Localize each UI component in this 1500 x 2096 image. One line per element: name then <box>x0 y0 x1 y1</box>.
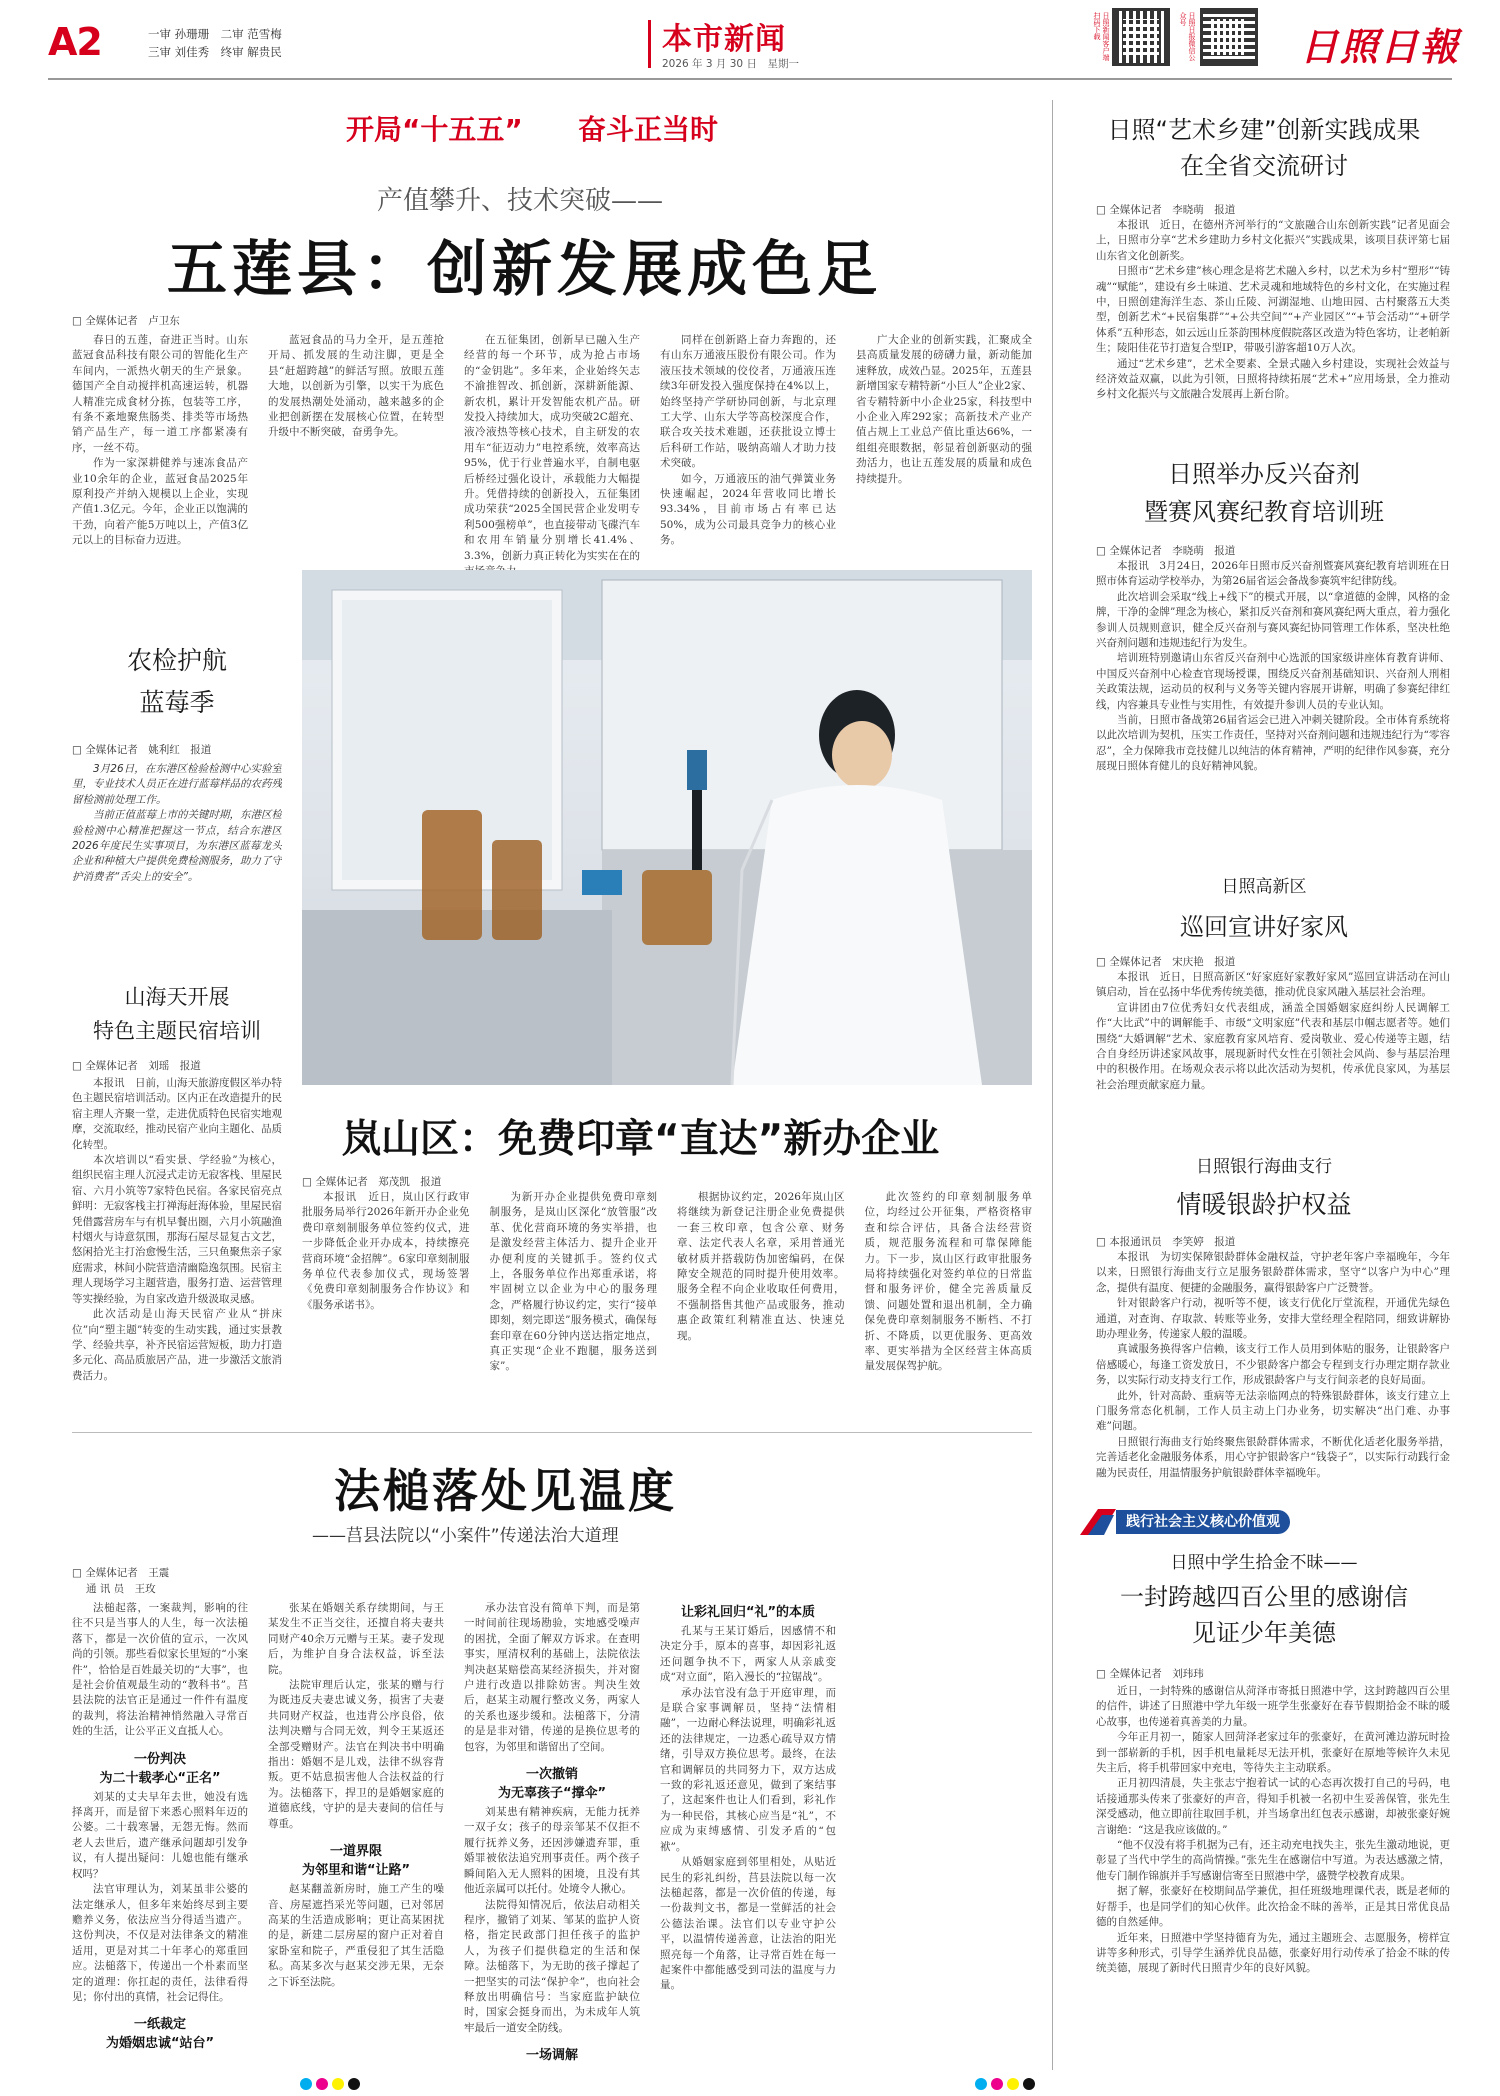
article-body <box>1096 1684 1450 2074</box>
theme-banner-left: 开局“十五五” <box>346 113 523 146</box>
section-title: 本市新闻 <box>662 22 786 57</box>
paragraph: 当前，日照市备战第26届省运会已进入冲刺关键阶段。全市体育系统将以此次培训为契机，压实工作责任，坚持对兴奋剂问题和违规违纪行为“零容忍”，全力保障我市竞技健儿以纯洁的体育精神，严明的纪律作风参赛，充分展现日照体育健儿的良好精神风貌。 <box>1096 714 1450 773</box>
article-body <box>72 762 282 885</box>
byline-text: 本报通讯员 李笑婷 报道 <box>1109 1236 1236 1248</box>
lab-scene-image <box>302 570 1032 1085</box>
section-divider <box>648 20 651 68</box>
article-headline <box>72 640 282 724</box>
byline: □ 本报通讯员 李笑婷 报道 <box>1096 1236 1236 1248</box>
paragraph: 据了解，张豪好在校期间品学兼优，担任班级地理课代表，既是老师的好帮手，也是同学们的知心伙伴。此次拾金不昧的善举，正是其日常优良品德的自然延伸。 <box>1096 1885 1450 1929</box>
headline-line: 在全省交流研讨 <box>1180 152 1348 180</box>
paragraph: 本报讯 为切实保障银龄群体金融权益，守护老年客户幸福晚年，今年以来，日照银行海曲支行立足服务银龄群体需求，坚守“以客户为中心”理念，提供有温度、便捷的金融服务，赢得银龄客户广泛赞誉。 <box>1096 1251 1450 1294</box>
article-kicker: 日照中学生拾金不昧—— <box>1170 1553 1358 1573</box>
column-divider <box>1052 100 1053 2070</box>
subhead: 一场调解 <box>525 2048 578 2064</box>
article-body <box>1096 970 1450 1150</box>
article-headline <box>1078 112 1450 184</box>
byline <box>86 1581 286 1596</box>
badge-label: 践行社会主义核心价值观 <box>1116 1510 1290 1534</box>
article-kicker: 产值攀升、技术突破—— <box>377 186 664 216</box>
paragraph: 本报讯 日前，山海天旅游度假区举办特色主题民宿培训活动。区内正在改造提升的民宿主理人齐聚一堂，走进优质特色民宿实地观摩，交流取经，推动民宿产业向主题化、品质化转型。 <box>72 1077 282 1151</box>
paragraph: 通过“艺术乡建”，艺术全要素、全景式融入乡村建设，实现社会效益与经济效益双赢，以此为引领，日照将持续拓展“艺术+”应用场景，全力推动乡村文化振兴与文旅融合发展再上新台阶。 <box>1096 357 1450 401</box>
article-lanshan <box>302 1108 1032 1408</box>
paragraph: 针对银龄客户行动，视听等不便，该支行优化厅堂流程，开通优先绿色通道，对查询、存取款、转账等业务，安排大堂经理全程陪同，细致讲解协助办理业务，传递家人般的温暖。 <box>1096 1297 1450 1341</box>
subhead: 一次撤销 <box>525 1767 578 1783</box>
paragraph: 本报讯 近日，在德州齐河举行的“文旅融合山东创新实践”记者见面会上，日照市分享“艺术乡建助力乡村文化振兴”实践成果，该项目获评第七届山东省文化创新奖。 <box>1096 219 1450 262</box>
paragraph: 培训班特别邀请山东省反兴奋剂中心选派的国家级讲座体育教育讲师、中国反兴奋剂中心检查官现场授课，围绕反兴奋剂基础知识、兴奋剂人刑相关政策法规，运动员的权利与义务等关键内容展开讲解，明确了参赛纪律红线，内容兼具专业性与实用性，有效提升参训人员的专业认知。 <box>1096 652 1450 711</box>
paragraph: 在五征集团，创新早已融入生产经营的每一个环节，成为抢占市场的“金钥匙”。多年来，企业始终矢志不渝推智改、抓创新，深耕新能源、新农机，累计开发智能农机产品。研发投入持续加大，成功突破2C超充、液冷液热等核心技术，自主研发的农用车“征迈动力”电控系统，效率高达95%，优于行业普遍水平，自制电驱后桥经过强化设计，承载能力大幅提升。凭借持续的创新投入，五征集团成功荣获“2025全国民营企业发明专利500强榜单”，也直接带动飞碟汽车和农用车销量分别增长41.4%、3.3%，创新力真正转化为实实在在的 <box>464 334 640 562</box>
paragraph: 根据协议约定，2026年岚山区将继续为新登记注册企业免费提供一套三枚印章，包含公章、财务章、法定代表人名章，采用普通光敏材质并搭载防伪加密编码，在保障安全规范的同时提升使用效率。服务全程不向企业收取任何费用，不强制搭售其他产品或服务，推动惠企政策红利精准直达、快速兑现。 <box>677 1191 845 1342</box>
editor-line-1: 一审 孙珊珊 二审 范雪梅 <box>148 27 282 41</box>
article-art-village <box>1078 112 1450 442</box>
byline-text: 全媒体记者 郑茂凯 报道 <box>315 1176 442 1188</box>
qr-code-icon <box>1112 8 1170 66</box>
paragraph: 为新开办企业提供免费印章刻制服务，是岚山区深化“放管服”改革、优化营商环境的务实举措，也是激发经营主体活力、提升企业开办便利度的关键抓手。签约仪式上，各服务单位作出郑重承诺，将牢固树立以企业为中心的服务理念，严格履行协议约定，实行“接单即刻，刻完即送”服务模式，确保每套印章在60分钟内送达指定地点，真正实现“企业不跑腿，服务送到家”。 <box>489 1191 657 1373</box>
subhead: 为邻里和谐“让路” <box>301 1863 411 1879</box>
byline: □ 全媒体记者 刘玮玮 <box>1096 1668 1204 1680</box>
color-registration-marks <box>300 2075 420 2089</box>
paragraph: 刘某的丈夫早年去世，她没有选择离开，而是留下来悉心照料年迈的公婆。二十载寒暑，无怨无悔。然而老人去世后，遗产继承问题却引发争议，有人提出疑问：儿媳也能有继承权吗？ <box>72 1790 248 1880</box>
masthead-rule <box>48 78 1452 80</box>
article-headline <box>72 980 282 1048</box>
article-headline: 情暖银龄护权益 <box>1176 1190 1352 1219</box>
paragraph: 法官审理认为，刘某虽非公婆的法定继承人，但多年来始终尽到主要赡养义务，依法应当分得适当遗产。这份判决，不仅是对法律条文的精准适用，更是对其二十年孝心的郑重回应。法槌落下，传递出一个朴素而坚定的道理：你扛起的责任，法律看得见；你付出的真情，社会记得住。 <box>72 1883 248 2003</box>
paragraph: 日照市“艺术乡建”核心理念是将艺术融入乡村，以艺术为乡村“塑形”“铸魂”“赋能”，建设有乡土味道、艺术灵魂和地域特色的乡村文化，在实施过程中，日照创建海洋生态、茶山丘陵、河湖湿地、山地田园、古村聚落五大类型，创新艺术“+民宿集群”“+公共空间”“+产业园区”“+节会活动”“+研学体系”五种形态，如云远山丘茶韵围林度假院落区改造为特色客坊，让老帕新生；陵阳佳花节打造复合型IP，带吸引游客超10万人次。 <box>1096 265 1450 355</box>
paragraph: 当前正值蓝莓上市的关键时期，东港区检验检测中心精准把握这一节点，结合东港区2026年度民生实事项目，为东港区蓝莓龙头企业和种植大户提供免费检测服务，助力了守护消费者“舌尖上的安全”。 <box>72 809 282 883</box>
qr-code-icon <box>1200 8 1258 66</box>
article-headline <box>1078 455 1450 531</box>
subhead: 一道界限 <box>329 1844 382 1860</box>
paragraph: 本报讯 近日，日照高新区“好家庭好家教好家风”巡回宣讲活动在河山镇启动，旨在弘扬中华优秀传统美德，推动优良家风融入基层社会治理。 <box>1096 971 1450 999</box>
theme-banner-right: 奋斗正当时 <box>578 113 719 146</box>
article-kicker: 日照高新区 <box>1221 877 1307 897</box>
byline-text: 全媒体记者 卢卫东 <box>85 315 180 327</box>
subhead: 为婚姻忠诚“站台” <box>105 2036 215 2052</box>
byline-text: 全媒体记者 姚利红 报道 <box>85 744 212 756</box>
article-body <box>1096 218 1450 442</box>
lab-photo <box>302 570 1032 1085</box>
byline: □ 全媒体记者 李晓萌 报道 <box>1096 545 1236 557</box>
paragraph: 3月26日，在东港区检验检测中心实验室里，专业技术人员正在进行蓝莓样品的农药残留检测前处理工作。 <box>72 763 282 806</box>
paragraph: 本报讯 近日，岚山区行政审批服务局举行2026年新开办企业免费印章刻制服务单位签约仪式，进一步降低企业开办成本，持续擦亮营商环境“金招牌”。6家印章刻制服务单位代表参加仪式，现场签署《免费印章刻制服务合作协议》和《服务承诺书》。 <box>302 1191 470 1311</box>
badge-logo-icon <box>1078 1505 1118 1539</box>
article-wulian <box>72 160 1032 562</box>
article-body <box>302 1190 1032 1405</box>
article-headline: 五莲县：创新发展成色足 <box>167 235 882 305</box>
article-headline: 岚山区：免费印章“直达”新办企业 <box>342 1117 940 1162</box>
byline-text: 全媒体记者 刘玮玮 <box>1109 1668 1204 1680</box>
paragraph: “他不仅没有将手机据为己有，还主动充电找失主，张先生激动地说，更彰显了当代中学生的高尚情操。”张先生在感谢信中写道。为表达感激之情，他专门制作锦旗并手写感谢信寄至日照港中学，盛赞学校教育成果。 <box>1096 1839 1450 1882</box>
paragraph: 刘某患有精神疾病，无能力抚养一双子女；孩子的母亲邹某不仅拒不履行抚养义务，还因涉嫌遗弃罪，重婚罪被依法追究刑事责任。两个孩子瞬间陷入无人照料的困境，且没有其他近亲属可以托付。处境令人揪心。 <box>464 1806 640 1896</box>
article-headline <box>1078 1579 1450 1651</box>
byline: □ 全媒体记者 李晓萌 报道 <box>1096 204 1236 216</box>
article-headline: 巡回宣讲好家风 <box>1180 913 1348 941</box>
section-rule <box>72 1432 1032 1433</box>
paragraph: 此外，针对高龄、重病等无法亲临网点的特殊银龄群体，该支行建立上门服务常态化机制，工作人员主动上门办业务，切实解决“出门难、办事难”问题。 <box>1096 1389 1450 1433</box>
byline: □ 全媒体记者 刘瑶 报道 <box>72 1060 201 1072</box>
paragraph: 蓝冠食品的马力全开，是五莲抢开局、抓发展的生动注脚，更是全县“赶超跨越”的鲜活写照。放眼五莲大地，以创新为引擎，以实干为底色的发展热潮处处涌动，越来越多的企业把创新摆在发展核心位置，在转型升级中不断突破，奋勇争先。 <box>268 334 444 439</box>
headline-line: 日照“艺术乡建”创新实践成果 <box>1107 116 1421 144</box>
paragraph: 近日，一封特殊的感谢信从菏泽市寄抵日照港中学，这封跨越四百公里的信件，讲述了日照港中学九年级一班学生张豪好在春节假期拾金不昧的暖心故事，也传递着真善美的力量。 <box>1096 1685 1450 1728</box>
qr-caption-2: 日照日报微信公众号 <box>1179 12 1196 61</box>
article-body <box>72 1601 1032 2071</box>
subhead: 一份判决 <box>133 1751 186 1767</box>
page-number: A2 <box>48 20 102 64</box>
headline-line: 日照举办反兴奋剂 <box>1168 460 1360 488</box>
paragraph: 广大企业的创新实践，汇聚成全县高质量发展的磅礴力量，新动能加速释放，成效凸显。2025年，五莲县新增国家专精特新“小巨人”企业2家、省专精特新中小企业25家，科技型中小企业入库292家；高新技术产业产值占规上工业总产值比重达66%，一组组亮眼数据，彰显着创新驱动的强劲活力，也让五莲发展的质量和成色持续提升。 <box>856 334 1032 485</box>
byline: □ 全媒体记者 宋庆艳 报道 <box>1096 956 1236 968</box>
byline: □ 全媒体记者 王震 <box>72 1567 170 1579</box>
byline: □ 全媒体记者 姚利红 报道 <box>72 744 212 756</box>
paragraph: 承办法官没有急于开庭审理，而是联合家事调解员，坚持“法情相融”，一边耐心释法说理，明确彩礼返还的法律规定，一边悉心疏导双方情绪，引导双方换位思考。最终，在法官和调解员的共同努力下，双方达成一致的彩礼返还意见，做到了案结事了，这起案件也让人们看到，彩礼作为一种民俗，其核心应当是“礼”，不应成为束缚感情、引发矛盾的“包袱”。 <box>660 1686 836 1853</box>
paragraph: 真诚服务换得客户信赖，该支行工作人员用到体贴的服务，让银龄客户倍感暖心，每逢工资发放日，不少银龄客户都会专程到支行办理定期存款业务，以实际行动支持支行工作，形成银龄客户与支行间亲老的良好局面。 <box>1096 1343 1450 1387</box>
article-blueberry <box>72 640 282 940</box>
paragraph: 此次活动是山海天民宿产业从“拼床位”向“塑主题”转变的生动实践，通过实景教学、经验共享，补齐民宿运营短板，助力打造多元化、高品质旅居产品，进一步激活文旅消费活力。 <box>72 1308 282 1382</box>
paragraph: 此次签约的印章刻制服务单位，均经过公开征集，严格资格审查和综合评估，具备合法经营资质，规范服务流程和可靠保障能力。下一步，岚山区行政审批服务局将持续强化对签约单位的日常监督和服务评价，健全完善质量反馈、问题处置和退出机制，全力确保免费印章刻制服务不断档、不打折、不降质，以更优服务、更高效率、更实举措为全区经营主体高质量发展保驾护航。 <box>864 1191 1032 1373</box>
paragraph: 从婚姻家庭到邻里相处，从贴近民生的彩礼纠纷，莒县法院以每一次法槌起落，都是一次价值的传递，每一份裁判文书，都是一堂鲜活的社会公德法治课。法官们以专业守护公平，以温情传递善意，让法治的阳光照亮每一个角落，让寻常百姓在每一起案件中都能感受到司法的温度与力量。 <box>660 1856 836 1992</box>
paragraph: 今年正月初一，随家人回菏泽老家过年的张豪好，在黄河滩边游玩时捡到一部崭新的手机，因手机电量耗尽无法开机，张豪好在原地等候许久未见失主后，将手机带回家中充电，等待失主主动联系。 <box>1096 1731 1450 1775</box>
paragraph: 法院得知情况后，依法启动相关程序，撤销了刘某、邹某的监护人资格，指定民政部门担任孩子的监护人，为孩子们提供稳定的生活和保障。法槌落下，为无助的孩子撑起了一把坚实的司法“保护伞”，也向社会释放出明确信号：当家庭监护缺位时，国家会挺身而出，为未成年人筑牢最后一道安全防线。 <box>464 1898 640 2034</box>
subhead: 为二十载孝心“正名” <box>99 1770 221 1786</box>
subhead: 一纸裁定 <box>133 2017 186 2033</box>
paragraph: 张某在婚姻关系存续期间，与王某发生不正当交往，还擅自将夫妻共同财产40余万元赠与王某。妻子发现后，为维护自身合法权益，诉至法院。 <box>268 1602 444 1676</box>
headline-line: 见证少年美德 <box>1192 1619 1336 1647</box>
byline-text: 全媒体记者 刘瑶 报道 <box>85 1060 201 1072</box>
paragraph: 法槌起落，一案裁判，影响的往往不只是当事人的人生，每一次法槌落下，都是一次价值的宣示，一次风尚的引领。那些看似家长里短的“小案件”，恰恰是百姓最关切的“大事”，也是社会价值观最生动的“教科书”。莒县法院的法官正是通过一件件有温度的裁判，将法治精神悄然融入寻常百姓的生活，让公平正义直抵人心。 <box>72 1602 248 1738</box>
subhead: 让彩礼回归“礼”的本质 <box>680 1605 816 1620</box>
article-body <box>1096 1250 1450 1490</box>
article-body <box>1096 559 1450 855</box>
article-anti-doping <box>1078 455 1450 855</box>
paragraph: 孔某与王某订婚后，因感情不和决定分手，原本的喜事，却因彩礼返还问题争执不下，两家人从亲戚变成“对立面”，陷入漫长的“拉锯战”。 <box>660 1625 836 1684</box>
article-body <box>72 333 1032 562</box>
editor-line-2: 三审 刘佳秀 终审 解贵民 <box>148 45 282 59</box>
headline-line: 山海天开展 <box>124 985 230 1009</box>
byline-text: 全媒体记者 李晓萌 报道 <box>1109 545 1236 557</box>
headline-line: 蓝莓季 <box>139 688 215 717</box>
article-family-values <box>1078 872 1450 1152</box>
issue-date: 2026 年 3 月 30 日 星期一 <box>662 58 799 70</box>
headline-line: 暨赛风赛纪教育培训班 <box>1144 498 1384 526</box>
paragraph: 春日的五莲，奋进正当时。山东蓝冠食品科技有限公司的智能化生产车间内，一派热火朝天的生产景象。德国产全自动搅拌机高速运转，机器人精准完成食材分拣，包装等工序，有条不紊地聚焦肠类、排类等市场热销产品生产，每一道工序都紧凑有序，一丝不苟。 <box>72 334 248 454</box>
paragraph: 承办法官没有简单下判，而是第一时间前往现场勘验，实地感受噪声的困扰，全面了解双方诉求。在查明事实，厘清权利的基础上，法院依法判决赵某赔偿高某经济损失，并对窗户进行改造以排除妨害。判决生效后，赵某主动履行整改义务，两家人的关系也逐步缓和。法槌落下，分清的是是非对错，传递的是换位思考的包容，为邻里和谐留出了空间。 <box>464 1602 640 1753</box>
paragraph: 本次培训以“看实景、学经验”为核心，组织民宿主理人沉浸式走访无寂客栈、里屋民宿、六月小筑等7家特色民宿。各家民宿亮点鲜明：无寂客栈主打禅海赶海体验，里屋民宿凭借露营房车与有机早餐出圈，六月小筑融渔村烟火与诗意氛围，那海石屋尽显复古文艺，悠闲拾光主打治愈慢生活，三只鱼聚焦亲子家庭需求，林间小院营造清幽隐逸氛围。民宿主理人现场学习主题营造，服务打造、运营管理等实操经验，为自家改造升级汲取灵感。 <box>72 1154 282 1305</box>
color-registration-marks <box>975 2075 1095 2089</box>
byline: □ 全媒体记者 卢卫东 <box>72 315 180 327</box>
core-values-badge <box>1078 1505 1408 1539</box>
paragraph: 作为一家深耕健养与速冻食品产业10余年的企业，蓝冠食品2025年原利投产并纳入规模以上企业，实现产值1.3亿元。今年，企业正以饱满的干劲，向着产能5万吨以上，产值3亿元以上的目标奋力迈进。 <box>72 457 248 547</box>
paragraph: 近年来，日照港中学坚持德育为先，通过主题班会、志愿服务，榜样宣讲等多种形式，引导学生涵养优良品德，张豪好用行动传承了拾金不昧的传统美德，展现了新时代日照青少年的良好风貌。 <box>1096 1931 1450 1975</box>
article-honest-student <box>1078 1548 1450 2078</box>
article-court <box>72 1455 1032 2075</box>
byline-text: 通 讯 员 王玫 <box>86 1583 156 1595</box>
paragraph: 赵某翻盖新房时，施工产生的噪音、房屋遮挡采光等问题，已对邻居高某的生活造成影响；更让高某困扰的是，新建二层房屋的窗户正对着自家卧室和院子，严重侵犯了其生活隐私。高某多次与赵某交涉无果，无奈之下诉至法院。 <box>268 1883 444 1988</box>
byline: □ 全媒体记者 郑茂凯 报道 <box>302 1176 442 1188</box>
paragraph: 正月初四清晨，失主张志宁抱着试一试的心态再次拨打自己的号码，电话接通那头传来了张豪好的声音，得知手机被一名初中生妥善保管，张先生深受感动，他立即前往取回手机，并当场拿出红包表示感谢，却被张豪好婉言谢绝：“这是我应该做的。” <box>1096 1777 1450 1836</box>
article-headline: 法槌落处见温度 <box>334 1464 677 1518</box>
article-silver-age <box>1078 1152 1450 1492</box>
subhead: 为无辜孩子“撑伞” <box>497 1786 607 1802</box>
headline-line: 特色主题民宿培训 <box>93 1019 261 1043</box>
paragraph: 日照银行海曲支行始终聚焦银龄群体需求，不断优化适老化服务举措，完善适老化金融服务体系，用心守护银龄客户“钱袋子”，以实际行动践行金融为民责任，用温情服务护航银龄群体幸福晚年。 <box>1096 1435 1450 1479</box>
paragraph: 同样在创新路上奋力奔跑的，还有山东万通液压股份有限公司。作为液压技术领域的佼佼者，万通液压连续3年研发投入强度保持在4%以上，始终坚持产学研协同创新，与北京理工大学、山东大学等高校深度合作，联合攻关技术难题，还获批设立博士后科研工作站，吸纳高端人才助力技术突破。 <box>660 334 836 470</box>
paragraph: 此次培训会采取“线上+线下”的模式开展，以“拿道德的金牌，风格的金牌，干净的金牌”理念为核心，紧扣反兴奋剂和赛风赛纪两大重点，着力强化参训人员规则意识，健全反兴奋剂与赛风赛纪协同管理工作体系，坚决杜绝兴奋剂问题和违规违纪行为发生。 <box>1096 590 1450 650</box>
article-subtitle: ——莒县法院以“小案件”传递法治大道理 <box>312 1526 619 1546</box>
headline-line: 一封跨越四百公里的感谢信 <box>1120 1583 1408 1611</box>
paragraph: 如今，万通液压的油气弹簧业务快速崛起，2024年营收同比增长93.34%，目前市场占有率已达50%，成为公司最具竞争力的核心业务。 <box>660 472 836 547</box>
newspaper-logo: 日照日報 <box>1300 24 1461 69</box>
masthead <box>0 0 1500 76</box>
paragraph: 法院审理后认定，张某的赠与行为既违反夫妻忠诚义务，损害了夫妻共同财产权益，也违背公序良俗，依法判决赠与合同无效，判令王某返还全部受赠财产。法官在判决书中明确指出：婚姻不是儿戏，法律不纵容背叛。更不姑息损害他人合法权益的行为。法槌落下，捍卫的是婚姻家庭的道德底线，守护的是夫妻间的信任与尊重。 <box>268 1679 444 1830</box>
paragraph: 本报讯 3月24日，2026年日照市反兴奋剂暨赛风赛纪教育培训班在日照市体育运动学校举办，为第26届省运会备战参赛筑牢纪律防线。 <box>1096 560 1450 588</box>
byline-text: 全媒体记者 李晓萌 报道 <box>1109 204 1236 216</box>
byline-text: 全媒体记者 王震 <box>85 1567 170 1579</box>
paragraph: 宣讲团由7位优秀妇女代表组成，涵盖全国婚姻家庭纠纷人民调解工作“大比武”中的调解能手、市级“文明家庭”代表和基层巾帼志愿者等。她们围绕“大婚调解”艺术、家庭教育家风培育、爱岗敬业、爱心传递等主题，结合自身经历讲述家风故事，展现新时代女性在引领社会风尚、参与基层治理中的积极作用。在场观众表示将以此次活动为契机，传承优良家风，为基层社会治理贡献家庭力量。 <box>1096 1001 1450 1091</box>
byline-text: 全媒体记者 宋庆艳 报道 <box>1109 956 1236 968</box>
article-kicker: 日照银行海曲支行 <box>1196 1157 1332 1177</box>
headline-line: 农检护航 <box>126 646 227 675</box>
qr-caption-1: 日照新闻客户端 扫码下载 <box>1093 12 1110 61</box>
